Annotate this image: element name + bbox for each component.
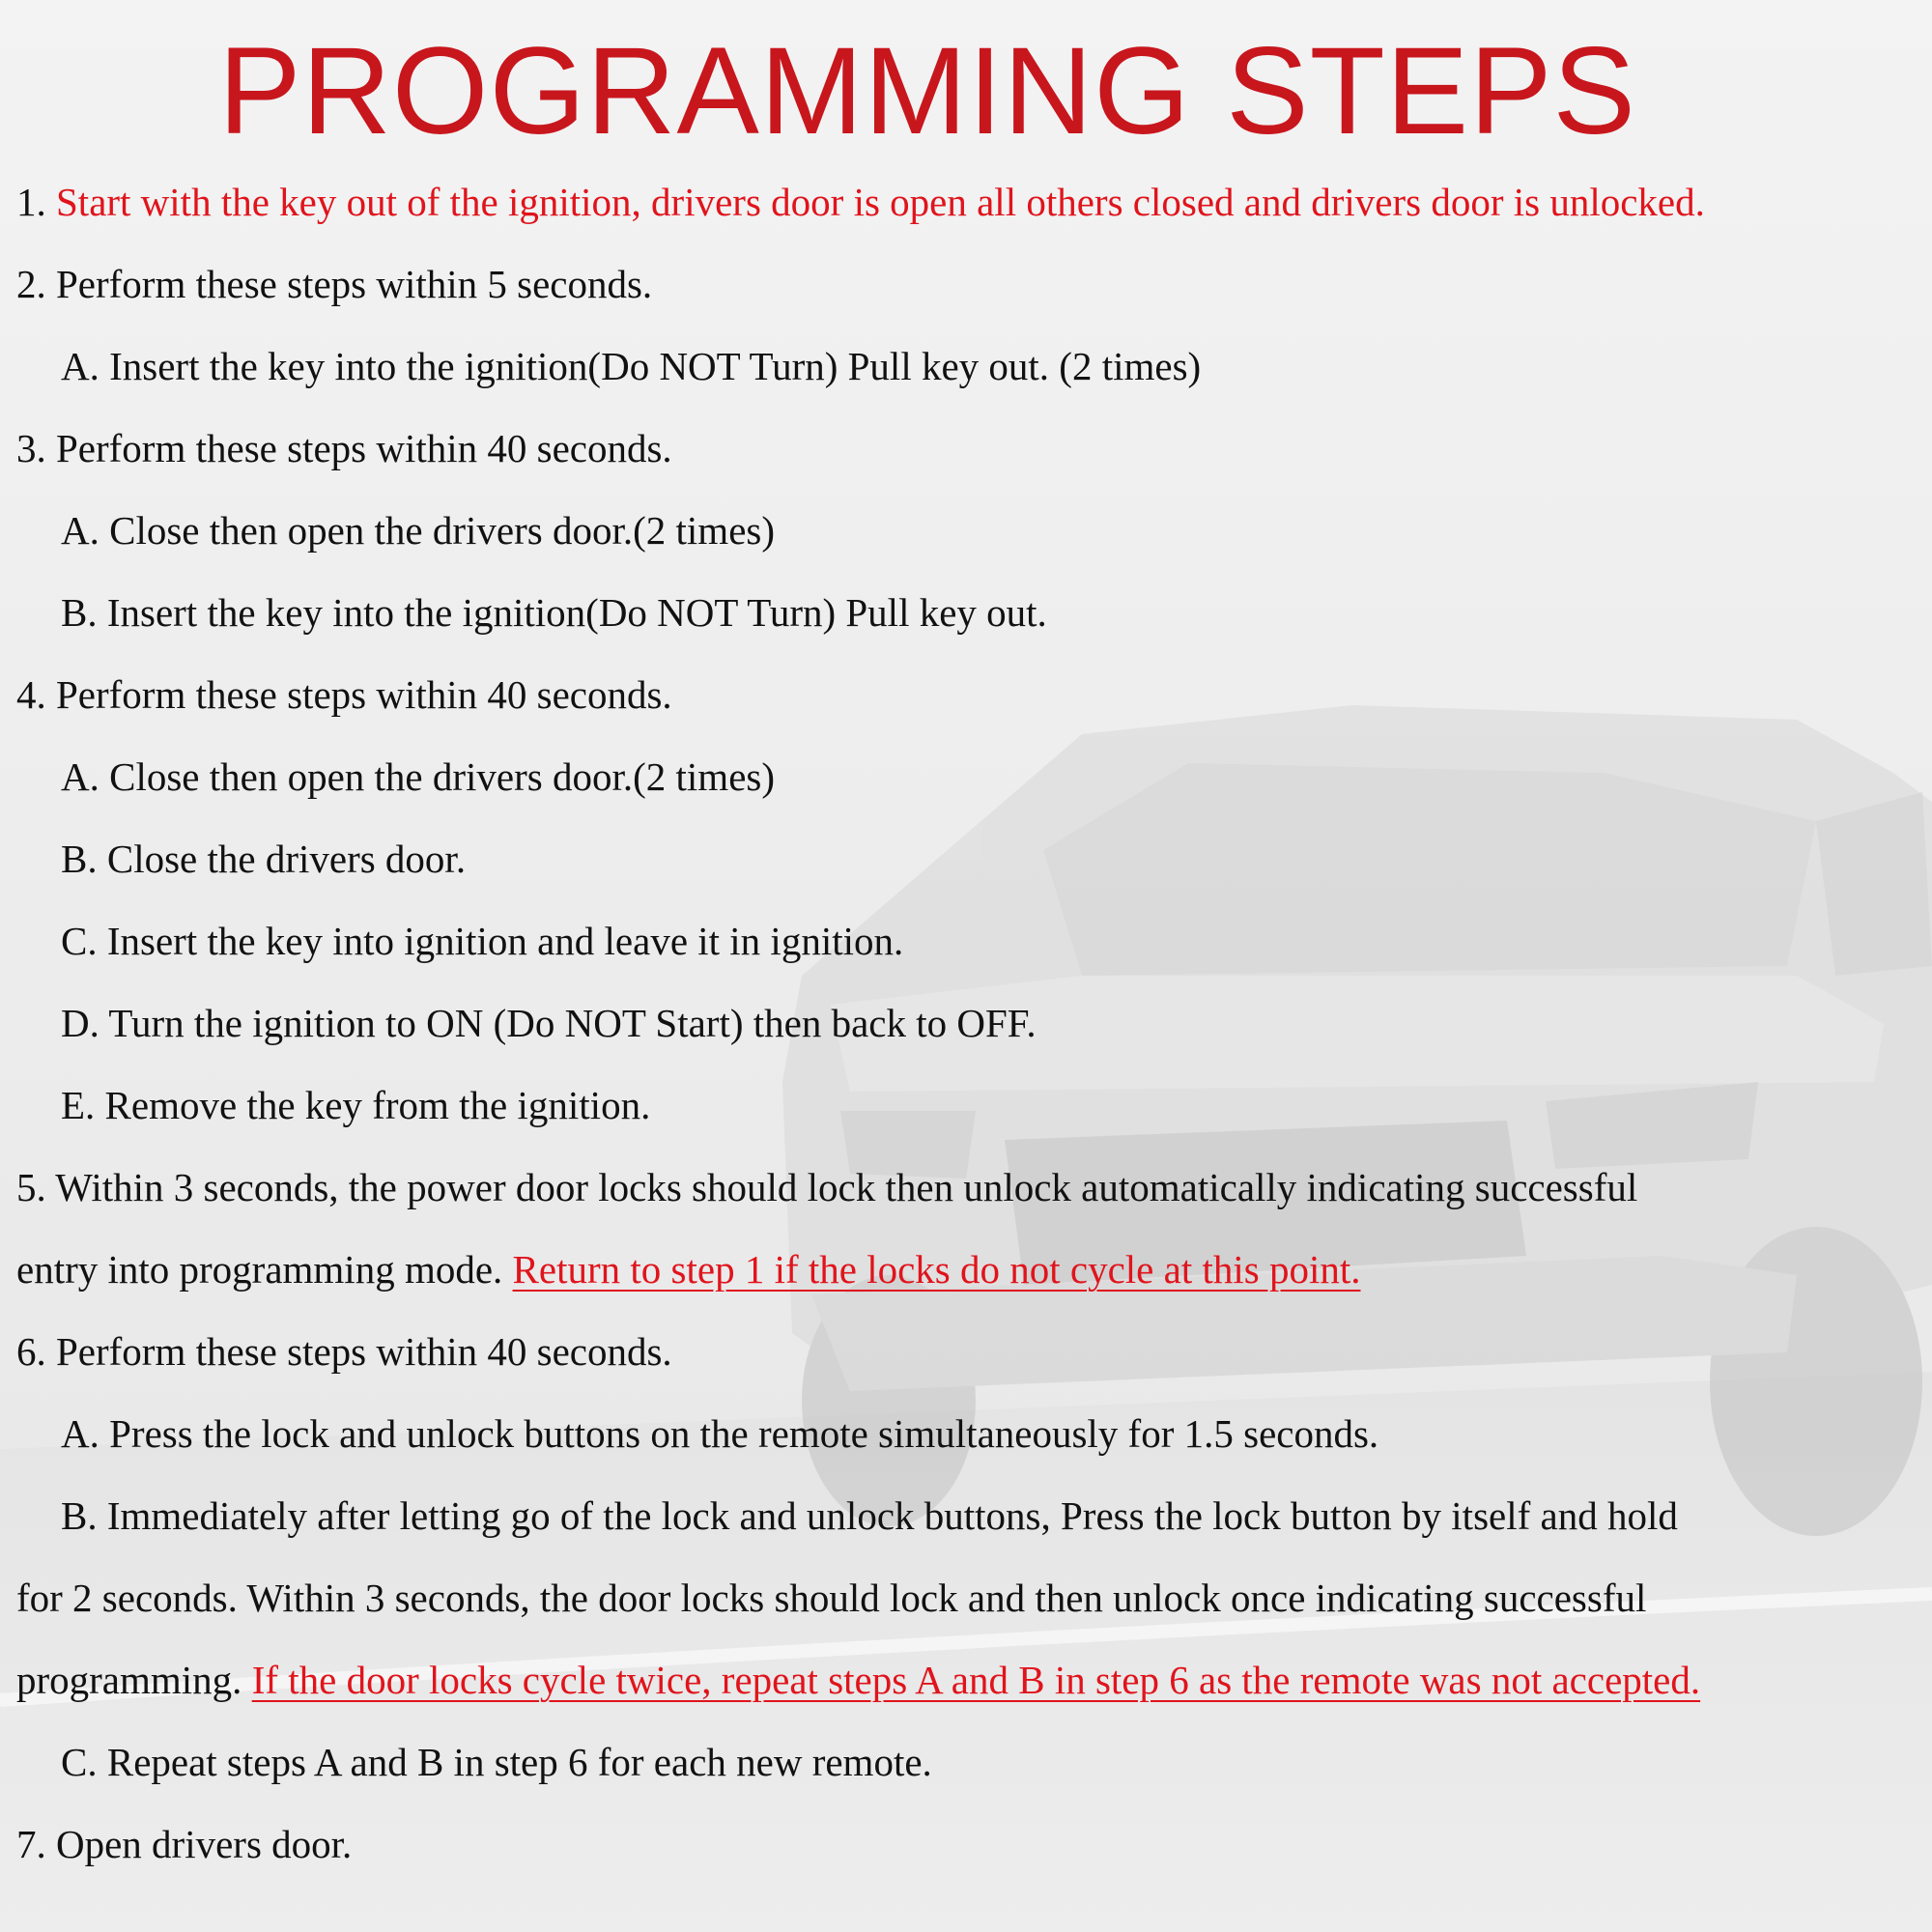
step-4e: E. Remove the key from the ignition. bbox=[61, 1083, 651, 1127]
step-6b-line-1: B. Immediately after letting go of the lock and unlock buttons, Press the lock button by itself and hold bbox=[61, 1493, 1678, 1538]
step-6a: A. Press the lock and unlock buttons on the remote simultaneously for 1.5 seconds. bbox=[61, 1411, 1379, 1456]
step-6c: C. Repeat steps A and B in step 6 for each new remote. bbox=[61, 1740, 932, 1784]
step-4d: D. Turn the ignition to ON (Do NOT Start) then back to OFF. bbox=[61, 1001, 1037, 1045]
step-4: 4. Perform these steps within 40 seconds. bbox=[16, 672, 672, 717]
step-2a: A. Insert the key into the ignition(Do NOT Turn) Pull key out. (2 times) bbox=[61, 344, 1202, 388]
step-5-warning: Return to step 1 if the locks do not cycle at this point. bbox=[512, 1247, 1361, 1292]
step-6: 6. Perform these steps within 40 seconds. bbox=[16, 1329, 672, 1374]
step-4c: C. Insert the key into ignition and leave it in ignition. bbox=[61, 919, 904, 963]
step-1-number: 1. bbox=[16, 180, 56, 224]
page-title: PROGRAMMING STEPS bbox=[218, 22, 1636, 160]
step-6b-line-2: for 2 seconds. Within 3 seconds, the door locks should lock and then unlock once indicating successful bbox=[16, 1576, 1647, 1620]
step-4b: B. Close the drivers door. bbox=[61, 837, 467, 881]
step-4a: A. Close then open the drivers door.(2 times) bbox=[61, 754, 776, 799]
step-6b-warning: If the door locks cycle twice, repeat steps A and B in step 6 as the remote was not accepted. bbox=[251, 1658, 1701, 1702]
step-7: 7. Open drivers door. bbox=[16, 1822, 353, 1866]
step-5-line-2 bbox=[16, 1240, 1360, 1298]
step-2: 2. Perform these steps within 5 seconds. bbox=[16, 262, 653, 306]
step-1 bbox=[16, 173, 1705, 231]
step-3b: B. Insert the key into the ignition(Do NOT Turn) Pull key out. bbox=[61, 590, 1047, 635]
step-1-text: Start with the key out of the ignition, drivers door is open all others closed and drivers door is unlocked. bbox=[56, 180, 1705, 224]
step-6b-text: programming. bbox=[16, 1658, 252, 1702]
step-3: 3. Perform these steps within 40 seconds. bbox=[16, 426, 672, 470]
step-5-text: entry into programming mode. bbox=[16, 1247, 513, 1292]
step-3a: A. Close then open the drivers door.(2 times) bbox=[61, 508, 776, 553]
step-5-line-1: 5. Within 3 seconds, the power door locks should lock then unlock automatically indicating successful bbox=[16, 1165, 1638, 1209]
step-6b-line-3 bbox=[16, 1651, 1700, 1709]
